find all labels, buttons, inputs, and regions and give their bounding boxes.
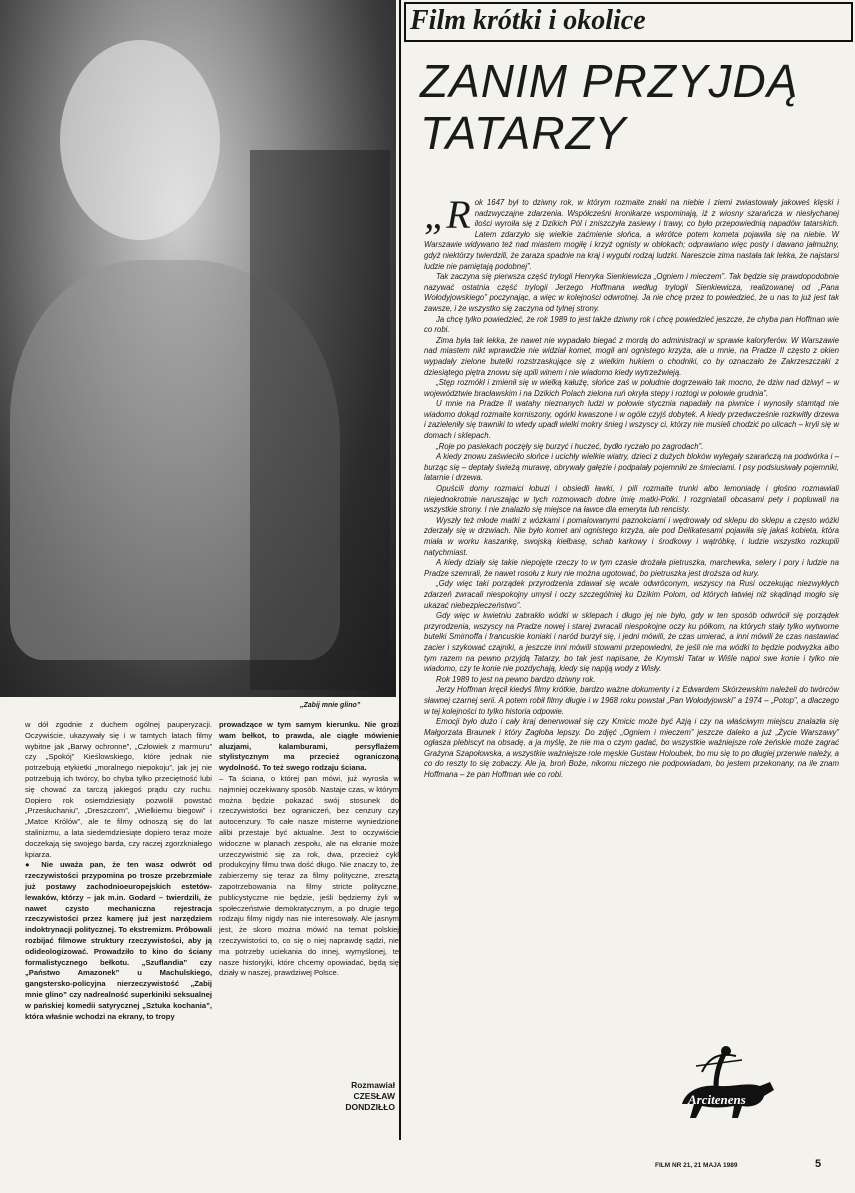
article-paragraph: „Gdy więc taki porządek przyrodzenia zdawał się wcale odwróconym, wszyscy na Rusi oczekując niezwykłych zdarzeń zwracali niespokojny umysł i oczy szczególniej ku Dzikim Polom, od których łatwiej niż skądinąd mogło się ukazać niebezpieczeństwo”. — [424, 579, 839, 610]
article-paragraph: „Stęp rozmókł i zmienił się w wielką kałużę, słońce zaś w południe dogrzewało tak mocno, że dziw nad dziwy! – w województwie bracławskim i na Dzikich Polach zielona ruń okryła stepy i roztogi w połowie grudnia”. — [424, 378, 839, 398]
archer-horse-icon — [672, 1042, 782, 1122]
article-paragraph: Gdy więc w kwietniu zabrakło wódki w sklepach i długo jej nie było, gdy w ten sposób odwrócił się porządek przyrodzenia, wszyscy na Pradze nowej i starej zwracali niespokojne oczy ku półkom, na których stały tylko wytworne butelki Smirnoffa i francuskie koniaki i naród burzył się, i jedni mówili, że czas umierać, a inni mówili że czas nastawiać zacier i szykować czajniki, a jeszcze inni mówili stowami przepowiedni, że jeśli nie ma wódki to będzie podwyżka albo tym razem na pewno przyjdą Tatarzy, bo tak jest napisane, że Krymski Tatar w Wiśle napoi swe konie i tylko nie wiadomo, czy te konie nie pozdychają, kiedy się napiją wody z Wisły. — [424, 611, 839, 674]
column-divider — [399, 0, 401, 1140]
page-number: 5 — [815, 1158, 822, 1170]
interview-signature: Rozmawiał CZESŁAW DONDZIŁŁO — [345, 1080, 395, 1112]
drop-cap: „R — [424, 192, 471, 237]
rubric-title: Film krótki i okolice — [410, 5, 646, 36]
article-paragraph: Jerzy Hoffman kręcił kiedyś filmy krótkie, bardzo ważne dokumenty i z Edwardem Skórzewskim należeli do twórców sławnej czarnej serii. A potem robił filmy długie i w 1968 roku powstał „Pan Wołodyjowski” a 1974 – „Potop”, a dlaczego w tej kolejności to tylko historia odpowie. — [424, 685, 839, 716]
article-body — [424, 192, 839, 781]
article-paragraph: Ja chcę tylko powiedzieć, że rok 1989 to jest także dziwny rok i chcę powiedzieć jeszcze, że chyba pan Hoffman wie co robi. — [424, 314, 839, 335]
article-paragraph: Wyszły też młode matki z wózkami i pomalowanymi paznokciami i wędrowały od sklepu do sklepu a często wóżki zderzały się w drzwiach. Nie było komet ani ognistego krzyża, ale pod Delikatesami pojawiła się jakaś kobieta, która miała w worku kaszankę, swojską kiełbasę, schab karkowy i środkowy i wątróbkę, i ludzie wszystko rozkupili natychmiast. — [424, 515, 839, 557]
interview-column-right — [219, 720, 399, 979]
article-paragraph: U mnie na Pradze II watahy nieznanych ludzi w połowie stycznia napadały na piwnice i wynosiły stamtąd nie wiadomo dokąd rozmaite korniszony, ogórki kwaszone i w ogóle czyjś dobytek. A kiedy przedwcześnie rozkwitły drzewa i zazieleniły się trawniki to wtedy upadł wielki mokry śnieg i wszyscy ci, którzy nie musieli chodzić po ulicach – kryli się w domach i sklepach. — [424, 399, 839, 441]
article-paragraph: „Rok 1647 był to dziwny rok, w którym rozmaite znaki na niebie i ziemi zwiastowały jakoweś klęski i nadzwyczajne zdarzenia. Współcześni kronikarze wspominają, iż z wiosny szarańcza w niesłychanej ilości wyroiła się z Dzikich Pól i zniszczyła zasiewy i trawy, co było przepowiednią napadów tatarskich. Latem zdarzyło się wielkie zaćmienie słońca, a wkrótce potem kometa pojawiła się na niebie. W Warszawie widywano też nad miastem mogiłę i krzyż ognisty w obłokach; odprawiano więc posty i dawano jałmużny, gdyż niektórzy twierdzili, że zaraza spadnie na kraj i wygubi rodzaj ludzki. Nareszcie zima nastała tak lekka, że najstarsi ludzie nie pamiętają podobnej”. — [424, 192, 839, 271]
issue-footer: FILM NR 21, 21 MAJA 1989 — [655, 1162, 738, 1169]
interview-column-left — [25, 720, 212, 1022]
film-still-photo — [0, 0, 396, 697]
article-paragraph: Tak zaczyna się pierwsza część trylogii Henryka Sienkiewicza „Ogniem i mieczem”. Tak będzie się prawdopodobnie nazywać ostatnia część trylogii Jerzego Hoffmana według trylogii Sienkiewicza, realizowanej od „Pana Wołodyjowskiego” poczynając, a więc w kolejności odwrotnej. Ja nie chcę przez to powiedzieć, że u nas to już jest tak zawsze, i że wszystko się zaczyna od tylnej strony. — [424, 272, 839, 313]
article-paragraph: Zima była tak lekka, że nawet nie wypadało biegać z mordą do administracji w sprawie kaloryferów. W Warszawie nad miastem nikt wprawdzie nie widział komet, mogił ani ognistego krzyża, ale u mnie, na Pradze II często z okien wypadały zielone butelki rozstrzaskujące się z wielkim hukiem o chodniki, co by oznaczało że Zakrzeszczaki z dziesiątego piętra znowu się upili winem i nie wiadomo kiedy wytrzeźwieją. — [424, 335, 839, 377]
interview-question: ● Nie uważa pan, że ten wasz odwrót od rzeczywistości przypomina po trosze przebrzmiałe już postawy zachodnioeuropejskich estetów-lewaków, którzy – jak m.in. Godard – twierdzili, że nawet czysto mechaniczna rejestracja rzeczywistości przez kamerę już jest narzędziem indoktrynacji politycznej. To ekstremizm. Próbowali rozbijać filmowe struktury rzeczywistości, aby ją odideologizować. Prowadziło to kino do ściany formalistycznego bełkotu. „Szuflandia” czy „Państwo Amazonek” u Machulskiego, gangstersko-policyjna nierzeczywistość „Zabij mnie glino” czy nadrealność superkiniki seksualnej w pańskiej komedii satyrycznej „Sztuka kochania”, która właśnie wchodzi na ekrany, to tropy — [25, 860, 212, 1021]
article-paragraph: Emocji było dużo i cały kraj denerwował się czy Kmicic może być Azją i czy na właściwym miejscu znalazła się Małgorzata Braunek i który Zagłoba lepszy. Do zdjęć „Ogniem i mieczem” jeszcze daleko a już „Życie Warszawy” ogłasza plebiscyt na obsadę, a ja myślę, że nie ma o czym gadać, bo wszystkie ważniejsze role żeńskie może zagrać Grażyna Szapołowska, a wszystkie ważniejsze role męskie Gustaw Holoubek, bo mu się to po długiej przerwie należy, a co do reszty to się zobaczy. Ale ja, broń Boże, nikomu niczego nie podpowiadam, bo jestem przekonany, na ile znam Hoffmana – że pan Hoffman wie co robi. — [424, 717, 839, 780]
interview-answer: – Ta ściana, o której pan mówi, już wyrosła w najmniej oczekiwany sposób. Nastaje czas, w którym można będzie pokazać swój stosunek do rzeczywistości bez ograniczeń, bez cenzury czy autocenzury. To całe nasze misterne wyniedzione alibi przestaje być aktualne. Jest to oczywiście widoczne w planach zespołu, ale na ekranie może urzeczywistnić się za rok, dwa, przecież cykl produkcyjny filmu trwa dość długo. Nie znaczy to, że zabierzemy się teraz za filmy polityczne, zresztą zapotrzebowania na filmy stricte polityczne, publicystyczne nie będzie, jeśli będziemy żyli w społeczeństwie demokratycznym, a po drugie tego rodzaju filmy nigdy nas nie interesowały. Ale jasnym jest, że skoro można mówić na temat polskiej rzeczywistości to, co się o niej naprawdę sądzi, nie ma potrzeby uciekania do innej, wymyślonej, te nasze historyjki, które chcemy opowiadać, będą się działy w naszej, prawdziwej Polsce. — [219, 773, 399, 978]
logo-text: Arcitenens — [688, 1092, 746, 1107]
article-paragraph: A kiedy znowu zaświeciło słońce i ucichły wielkie wiatry, dzieci z dużych bloków wylegały szarańczą na podwórka i – burząc się – deptały świeżą murawę, obrywały gałęzie i podpalały pojemniki ze śmieciami. I psy podsiusiwały pojemniki, latarnie i drzewa. — [424, 452, 839, 483]
interview-paragraph: w dół zgodnie z duchem ogólnej pauperyzacji. Oczywiście, ukazywały się i w tamtych latach filmy wybitne jak „Barwy ochronne”, „Człowiek z marmuru” czy „Spokój” Kieślowskiego, które jednak nie potrzebują etykietki „moralnego niepokoju”, jak jej nie potrzebują ich twórcy, bo chyba tylko przeciętność lubi się chować za tarczą jakiegoś prądu czy ruchu. Dopiero rok osiemdziesiąty pozwolił powstać „Przesłuchaniu”, „Dreszczom”, „Wielkiemu biegowi” i „Matce Królów”, ale te filmy odnoszą się do lat stalinizmu, a lata siedemdziesiąte dopiero teraz może doczekają się swojego barda, czy raczej zgorzkniałego kpiarza. — [25, 720, 212, 859]
interview-question-end: prowadzące w tym samym kierunku. Nie grozi wam bełkot, to prawda, ale ciągłe mówienie aluzjami, kalamburami, persyflażem stylistycznym ma przecież ograniczoną wydolność. To też swego rodzaju ściana. — [219, 720, 399, 773]
article-paragraph: „Roje po pasiekach poczęły się burzyć i huczeć, bydło ryczało po zagrodach”. — [436, 441, 704, 451]
article-paragraph: Opuścili domy rozmaici łobuzi i obsiedli ławki, i pili rozmaite trunki albo lemoniadę i głośno rozmawiali niejednokrotnie naruszając w tych rozmowach dobre imię matki-Polki. I rozgniatali obcasami pety i popluwali na wszystkie strony. I nie znalazło się miejsce na ławce dla emeryta lub rencisty. — [424, 484, 839, 515]
article-paragraph: A kiedy działy się takie niepojęte rzeczy to w tym czasie drożała pietruszka, marchewka, selery i pory i ludzie na Pradze szemrali, że nawet rosołu z kury nie można ugotować, bo pietruszka jest droższa od kury. — [424, 558, 839, 578]
article-headline: ZANIM PRZYJDĄ TATARZY — [420, 55, 799, 159]
article-paragraph: Rok 1989 to jest na pewno bardzo dziwny rok. — [436, 674, 596, 684]
photo-caption: „Zabij mnie glino” — [300, 702, 361, 709]
